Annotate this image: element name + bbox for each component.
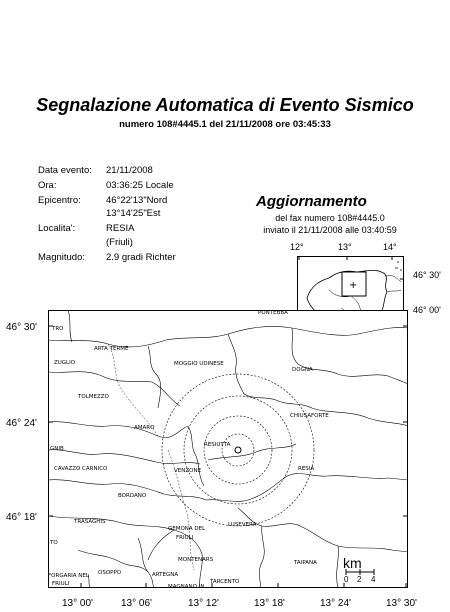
- place-gnib: GNIB: [50, 446, 64, 452]
- place-chiusaforte: CHIUSAFORTE: [290, 413, 329, 419]
- time-label: Ora:: [38, 180, 57, 191]
- time-value: 03:36:25 Locale: [106, 180, 174, 191]
- update-line-2: inviato il 21/11/2008 alle 03:40:59: [263, 225, 397, 235]
- map-tick-lon-1306: 13° 06': [121, 598, 152, 609]
- map-tick-lon-1318: 13° 18': [254, 598, 285, 609]
- place-to: TO: [50, 540, 58, 546]
- place-forgaria-nel: FORGARIA NEL: [48, 573, 89, 579]
- place-venzone: VENZONE: [174, 468, 202, 474]
- report-subtitle: numero 108#4445.1 del 21/11/2008 ore 03:45:33: [119, 119, 331, 130]
- epicenter-lon: 13°14'25"Est: [106, 208, 161, 219]
- place-bordano: BORDANO: [118, 493, 147, 499]
- map-tick-lat-4618: 46° 18': [6, 512, 37, 523]
- scale-4: 4: [371, 575, 376, 584]
- place-montenars: MONTENARS: [178, 557, 214, 563]
- date-value: 21/11/2008: [106, 165, 153, 176]
- map-tick-lon-1330: 13° 30': [386, 598, 417, 609]
- place-trasaghis: TRASAGHIS: [74, 519, 106, 525]
- place-artegna: ARTEGNA: [152, 572, 179, 578]
- map-tick-lat-4624: 46° 24': [6, 418, 37, 429]
- inset-epicenter-marker: +: [349, 280, 358, 291]
- map-tick-lon-1300: 13° 00': [62, 598, 93, 609]
- place-zuglio: ZUGLIO: [54, 360, 76, 366]
- report-title: Segnalazione Automatica di Evento Sismico: [36, 95, 414, 115]
- place-resiutta: RESIUTTA: [204, 442, 231, 448]
- date-label: Data evento:: [38, 165, 92, 176]
- place-arta-terme: ARTA TERME: [94, 346, 129, 352]
- place-tro: TRO: [52, 326, 64, 332]
- place-osoppo: OSOPPO: [98, 570, 122, 576]
- scale-unit: km: [343, 555, 362, 571]
- place-taipana: TAIPANA: [294, 560, 317, 566]
- place-resia: RESIA: [298, 466, 315, 472]
- place-friuli-gemona: FRIULI: [176, 535, 194, 541]
- update-line-1: del fax numero 108#4445.0: [275, 213, 385, 223]
- map-tick-lat-4630: 46° 30': [6, 322, 37, 333]
- place-gemona-del: GEMONA DEL: [168, 526, 206, 532]
- inset-tick-12: 12°: [290, 242, 304, 252]
- place-amaro: AMARO: [134, 425, 155, 431]
- inset-tick-14: 14°: [383, 242, 397, 252]
- map-tick-lon-1312: 13° 12': [188, 598, 219, 609]
- locality-label: Localita':: [38, 223, 76, 234]
- place-cavazzo-carnico: CAVAZZO CARNICO: [54, 466, 108, 472]
- place-friuli-forgaria: FRIULI: [52, 581, 70, 587]
- place-tolmezzo: TOLMEZZO: [78, 394, 109, 400]
- place-pontebba: PONTEBBA: [258, 310, 288, 316]
- place-lusevera: LUSEVERA: [228, 522, 257, 528]
- magnitude-value: 2.9 gradi Richter: [106, 252, 176, 263]
- epicenter-map: [48, 310, 408, 588]
- place-dogna: DOGNA: [292, 367, 313, 373]
- map-tick-lon-1324: 13° 24': [320, 598, 351, 609]
- scale-2: 2: [357, 575, 362, 584]
- place-tarcento: TARCENTO: [210, 579, 240, 585]
- epicenter-label: Epicentro:: [38, 195, 81, 206]
- scale-0: 0: [344, 575, 349, 584]
- magnitude-label: Magnitudo:: [38, 252, 86, 263]
- inset-tick-4630: 46° 30': [413, 270, 441, 280]
- inset-tick-13: 13°: [338, 242, 352, 252]
- update-title: Aggiornamento: [256, 193, 367, 210]
- inset-tick-4600: 46° 00': [413, 305, 441, 315]
- locality-region: (Friuli): [106, 237, 133, 248]
- epicenter-lat: 46°22'13"Nord: [106, 195, 168, 206]
- place-magnano-in: MAGNANO IN: [168, 584, 205, 588]
- place-moggio-udinese: MOGGIO UDINESE: [174, 361, 224, 367]
- locality-value: RESIA: [106, 223, 135, 234]
